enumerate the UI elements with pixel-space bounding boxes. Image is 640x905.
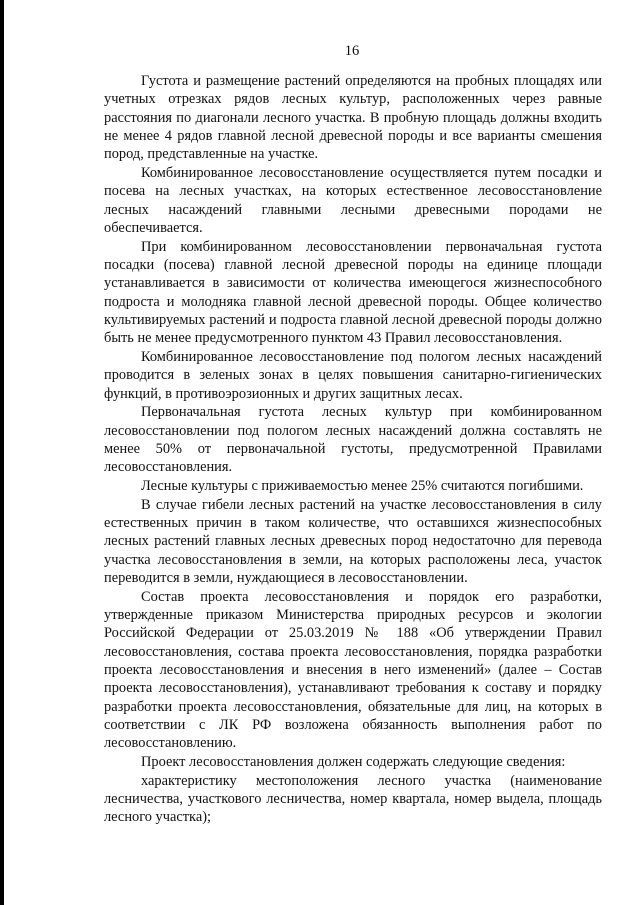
paragraph: Проект лесовосстановления должен содержать следующие сведения: bbox=[141, 753, 566, 770]
paragraph: В случае гибели лесных растений на участке лесовосстановления в силу естественных причин в таком количестве, что оставшихся жизнеспособных лесных растений главных лесных древесных пород недостаточно для перевода участка лесовосстановления в земли, на которых расположены леса, участок переводится в земли, нуждающиеся в лесовосстановлении. bbox=[104, 496, 602, 587]
paragraph: Лесные культуры с приживаемостью менее 25% считаются погибшими. bbox=[141, 478, 584, 495]
document-body bbox=[104, 72, 602, 827]
paragraph: Густота и размещение растений определяются на пробных площадях или учетных отрезках рядов лесных культур, расположенных через равные расстояния по диагонали лесного участка. В пробную площадь должны входить не менее 4 рядов главной лесной древесной породы и все варианты смешения пород, представленные на участке. bbox=[104, 73, 602, 163]
paragraph: характеристику местоположения лесного участка (наименование лесничества, участкового лесничества, номер квартала, номер выдела, площадь лесного участка); bbox=[104, 772, 602, 826]
scan-left-edge bbox=[0, 0, 4, 905]
paragraph: Первоначальная густота лесных культур при комбинированном лесовосстановлении под пологом лесных насаждений должна составлять не менее 50% от первоначальной густоты, предусмотренной Правилами лесовосстановления. bbox=[104, 404, 602, 476]
paragraph: Комбинированное лесовосстановление под пологом лесных насаждений проводится в зеленых зонах в целях повышения санитарно-гигиенических функций, в противоэрозионных и других защитных лесах. bbox=[104, 348, 602, 402]
paragraph: Комбинированное лесовосстановление осуществляется путем посадки и посева на лесных участках, на которых естественное лесовосстановление лесных насаждений главными лесными древесными породами не обеспечивается. bbox=[104, 164, 602, 236]
paragraph: При комбинированном лесовосстановлении первоначальная густота посадки (посева) главной лесной древесной породы на единице площади устанавливается в зависимости от количества имеющегося жизнеспособного подроста и молодняка главной лесной древесной породы. Общее количество культивируемых растений и подроста главной лесной древесной породы должно быть не менее предусмотренного пунктом 43 Правил лесовосстановления. bbox=[104, 238, 602, 347]
paragraph: Состав проекта лесовосстановления и порядок его разработки, утвержденные приказом Министерства природных ресурсов и экологии Российской Федерации от 25.03.2019 № 188 «Об утверждении Правил лесовосстановления, состава проекта лесовосстановления, порядка разработки проекта лесовосстановления и внесения в него изменений» (далее – Состав проекта лесовосстановления), устанавливают требования к составу и порядку разработки проекта лесовосстановления, обязательные для лиц, на которых в соответствии с ЛК РФ возложена обязанность выполнения работ по лесовосстановлению. bbox=[104, 588, 602, 752]
page-number: 16 bbox=[344, 43, 360, 59]
